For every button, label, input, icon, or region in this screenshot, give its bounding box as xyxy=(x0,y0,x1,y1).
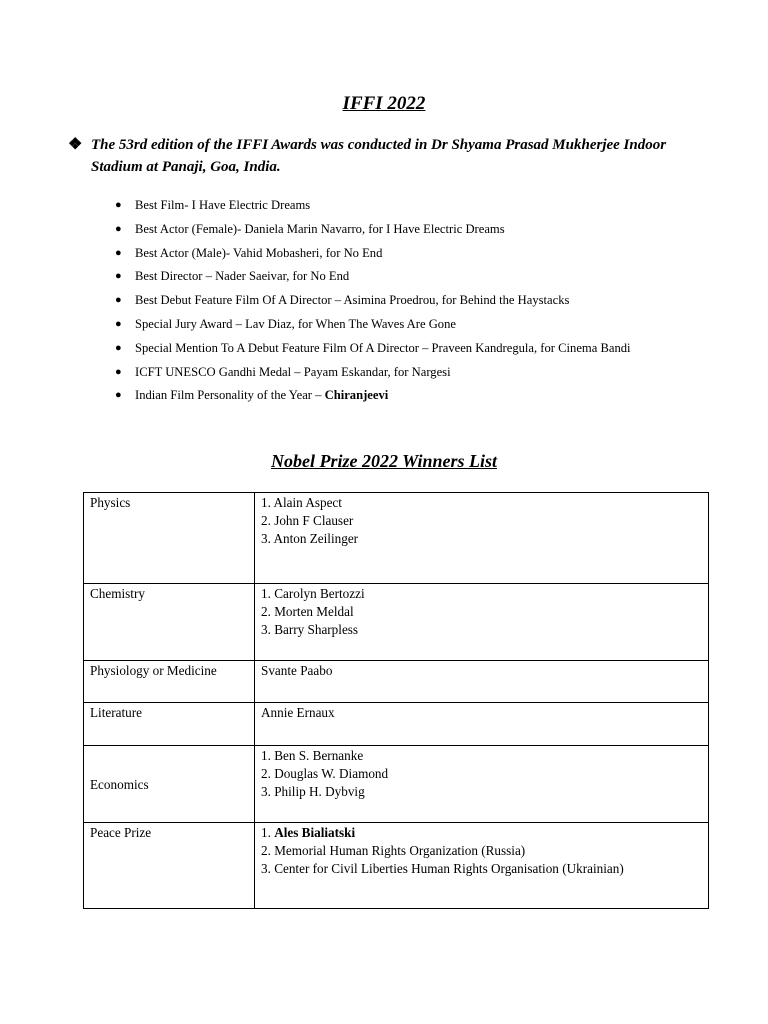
table-row xyxy=(84,493,709,584)
category-cell: Physics xyxy=(84,493,255,584)
list-item: ● ICFT UNESCO Gandhi Medal – Payam Eskandar, for Nargesi xyxy=(135,361,677,385)
winners-cell: 1. Ben S. Bernanke 2. Douglas W. Diamond 3. Philip H. Dybvig xyxy=(255,746,709,823)
nobel-title: Nobel Prize 2022 Winners List xyxy=(270,451,498,471)
personality-name: Chiranjeevi xyxy=(324,388,389,403)
bullet-icon: ● xyxy=(115,270,122,283)
category-cell: Physiology or Medicine xyxy=(84,661,255,703)
category-cell: Literature xyxy=(84,703,255,746)
table-row xyxy=(84,703,709,746)
bullet-icon: ● xyxy=(115,341,122,354)
winners-cell: 1. Ales Bialiatski 2. Memorial Human Rights Organization (Russia) 3. Center for Civil Liberties Human Rights Organisation (Ukrainian) xyxy=(255,823,709,909)
list-item: ● Best Director – Nader Saeivar, for No End xyxy=(135,265,677,289)
bullet-icon: ● xyxy=(115,199,122,211)
category-cell: Economics xyxy=(84,746,255,823)
bullet-icon: ● xyxy=(115,222,122,235)
iffi-intro-text: The 53rd edition of the IFFI Awards was conducted in Dr Shyama Prasad Mukherjee Indoor Stadium at Panaji, Goa, India. xyxy=(91,137,667,175)
diamond-bullet-icon: ❖ xyxy=(68,136,83,153)
table-row xyxy=(84,746,709,823)
list-item: ● Indian Film Personality of the Year – Chiranjeevi xyxy=(135,384,677,408)
iffi-title: IFFI 2022 xyxy=(342,93,426,114)
table-row xyxy=(84,823,709,909)
bullet-icon: ● xyxy=(115,246,122,259)
bullet-icon: ● xyxy=(115,317,122,330)
table-row xyxy=(84,661,709,703)
category-cell: Peace Prize xyxy=(84,823,255,909)
winners-cell: 1. Alain Aspect 2. John F Clauser 3. Anton Zeilinger xyxy=(255,493,709,584)
list-item: ● Best Film- I Have Electric Dreams xyxy=(135,194,677,218)
bullet-icon: ● xyxy=(115,365,122,378)
table-row xyxy=(84,584,709,661)
winners-cell: 1. Carolyn Bertozzi 2. Morten Meldal 3. Barry Sharpless xyxy=(255,584,709,661)
list-item: ● Special Jury Award – Lav Diaz, for When The Waves Are Gone xyxy=(135,313,677,337)
iffi-awards-list xyxy=(0,194,768,408)
winners-cell: Annie Ernaux xyxy=(255,703,709,746)
nobel-winners-table xyxy=(83,492,709,909)
list-item: ● Best Actor (Male)- Vahid Mobasheri, for No End xyxy=(135,242,677,266)
bullet-icon: ● xyxy=(115,294,122,307)
winners-cell: Svante Paabo xyxy=(255,661,709,703)
iffi-intro-paragraph xyxy=(68,134,708,178)
list-item: ● Best Actor (Female)- Daniela Marin Navarro, for I Have Electric Dreams xyxy=(135,218,677,242)
peace-laureate-bold: 1. Ales Bialiatski xyxy=(261,825,356,840)
list-item: ● Special Mention To A Debut Feature Film Of A Director – Praveen Kandregula, for Cinema Bandi xyxy=(135,337,677,361)
bullet-icon: ● xyxy=(115,389,122,402)
list-item: ● Best Debut Feature Film Of A Director – Asimina Proedrou, for Behind the Haystacks xyxy=(135,289,677,313)
category-cell: Chemistry xyxy=(84,584,255,661)
